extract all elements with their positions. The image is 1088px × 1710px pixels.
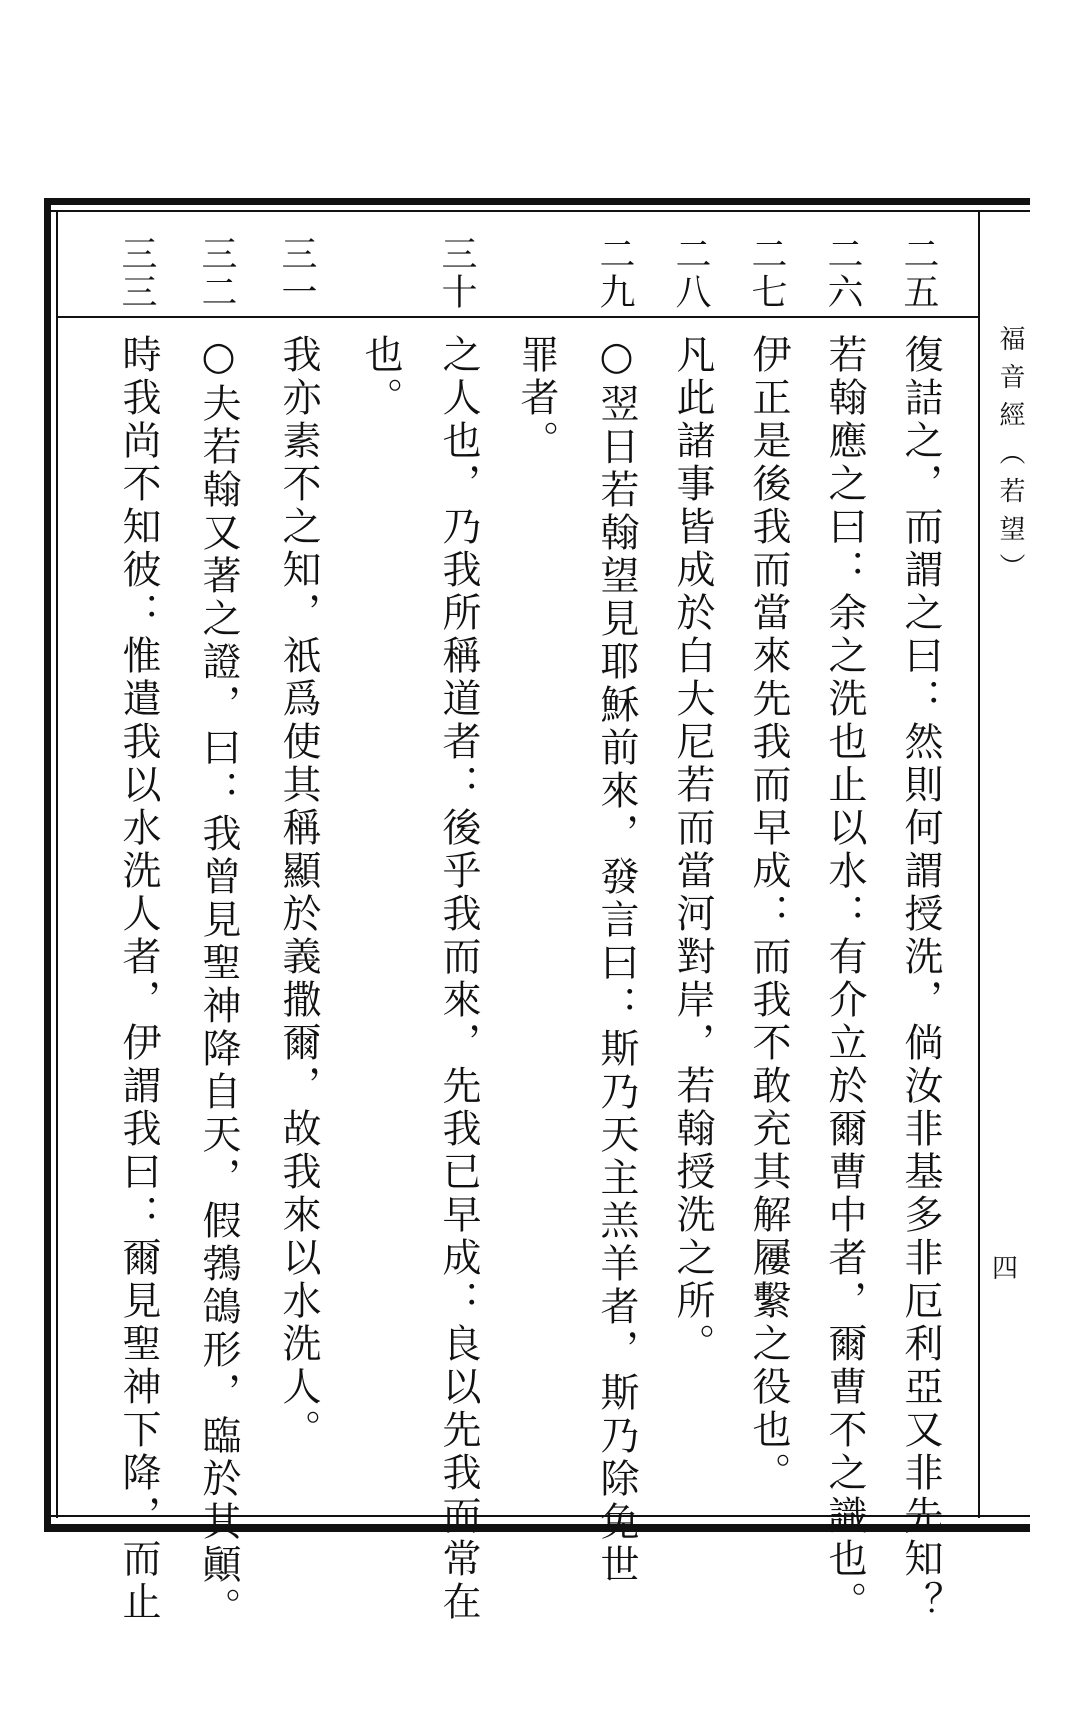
verse-text: 復詰之，而謂之曰：然則何謂授洗，倘汝非基多非厄利亞又非先知？	[898, 334, 943, 1624]
verse-text: 伊正是後我而當來先我而早成：而我不敢充其解屨繫之役也。	[746, 334, 791, 1495]
verse-text: 時我尚不知彼：惟遣我以水洗人者，伊謂我曰：爾見聖神下降，而止	[116, 334, 161, 1624]
left-border-thin	[56, 210, 58, 1518]
margin-divider	[978, 210, 980, 1518]
verse-text-continued: 也。	[358, 334, 403, 420]
verse-text: 若翰應之曰：余之洗也止以水：有介立於爾曹中者，爾曹不之識也。	[822, 334, 867, 1624]
verse-text: 我亦素不之知，祇爲使其稱顯於義撒爾，故我來以水洗人。	[276, 334, 321, 1452]
left-border	[44, 198, 51, 1532]
book-title: 福音經（若望）	[995, 325, 1025, 591]
verse-number: 三二	[196, 235, 237, 311]
page-number: 四	[992, 1254, 1019, 1284]
verse-text: 之人也，乃我所稱道者：後乎我而來，先我已早成：良以先我而常在	[436, 334, 481, 1624]
verse-number: 三十	[436, 235, 477, 311]
verse-number: 三一	[276, 235, 317, 311]
verse-number: 二六	[822, 235, 863, 311]
verse-number: 二八	[670, 235, 711, 311]
verse-number: 三三	[116, 235, 157, 311]
verse-number-divider	[58, 316, 978, 318]
verse-text-continued: 罪者。	[514, 334, 559, 463]
top-border-thin	[48, 210, 1030, 212]
verse-number: 二五	[898, 235, 939, 311]
verse-number: 二七	[746, 235, 787, 311]
top-border	[48, 198, 1030, 205]
verse-number: 二九	[594, 235, 635, 311]
verse-text: 凡此諸事皆成於白大尼若而當河對岸，若翰授洗之所。	[670, 334, 715, 1366]
verse-text: ○夫若翰又著之證，曰：我曾見聖神降自天，假鵓鴿形，臨於其顚。	[196, 334, 241, 1630]
verse-text: ○翌日若翰望見耶穌前來，發言曰：斯乃天主羔羊者，斯乃除免世	[594, 334, 639, 1587]
